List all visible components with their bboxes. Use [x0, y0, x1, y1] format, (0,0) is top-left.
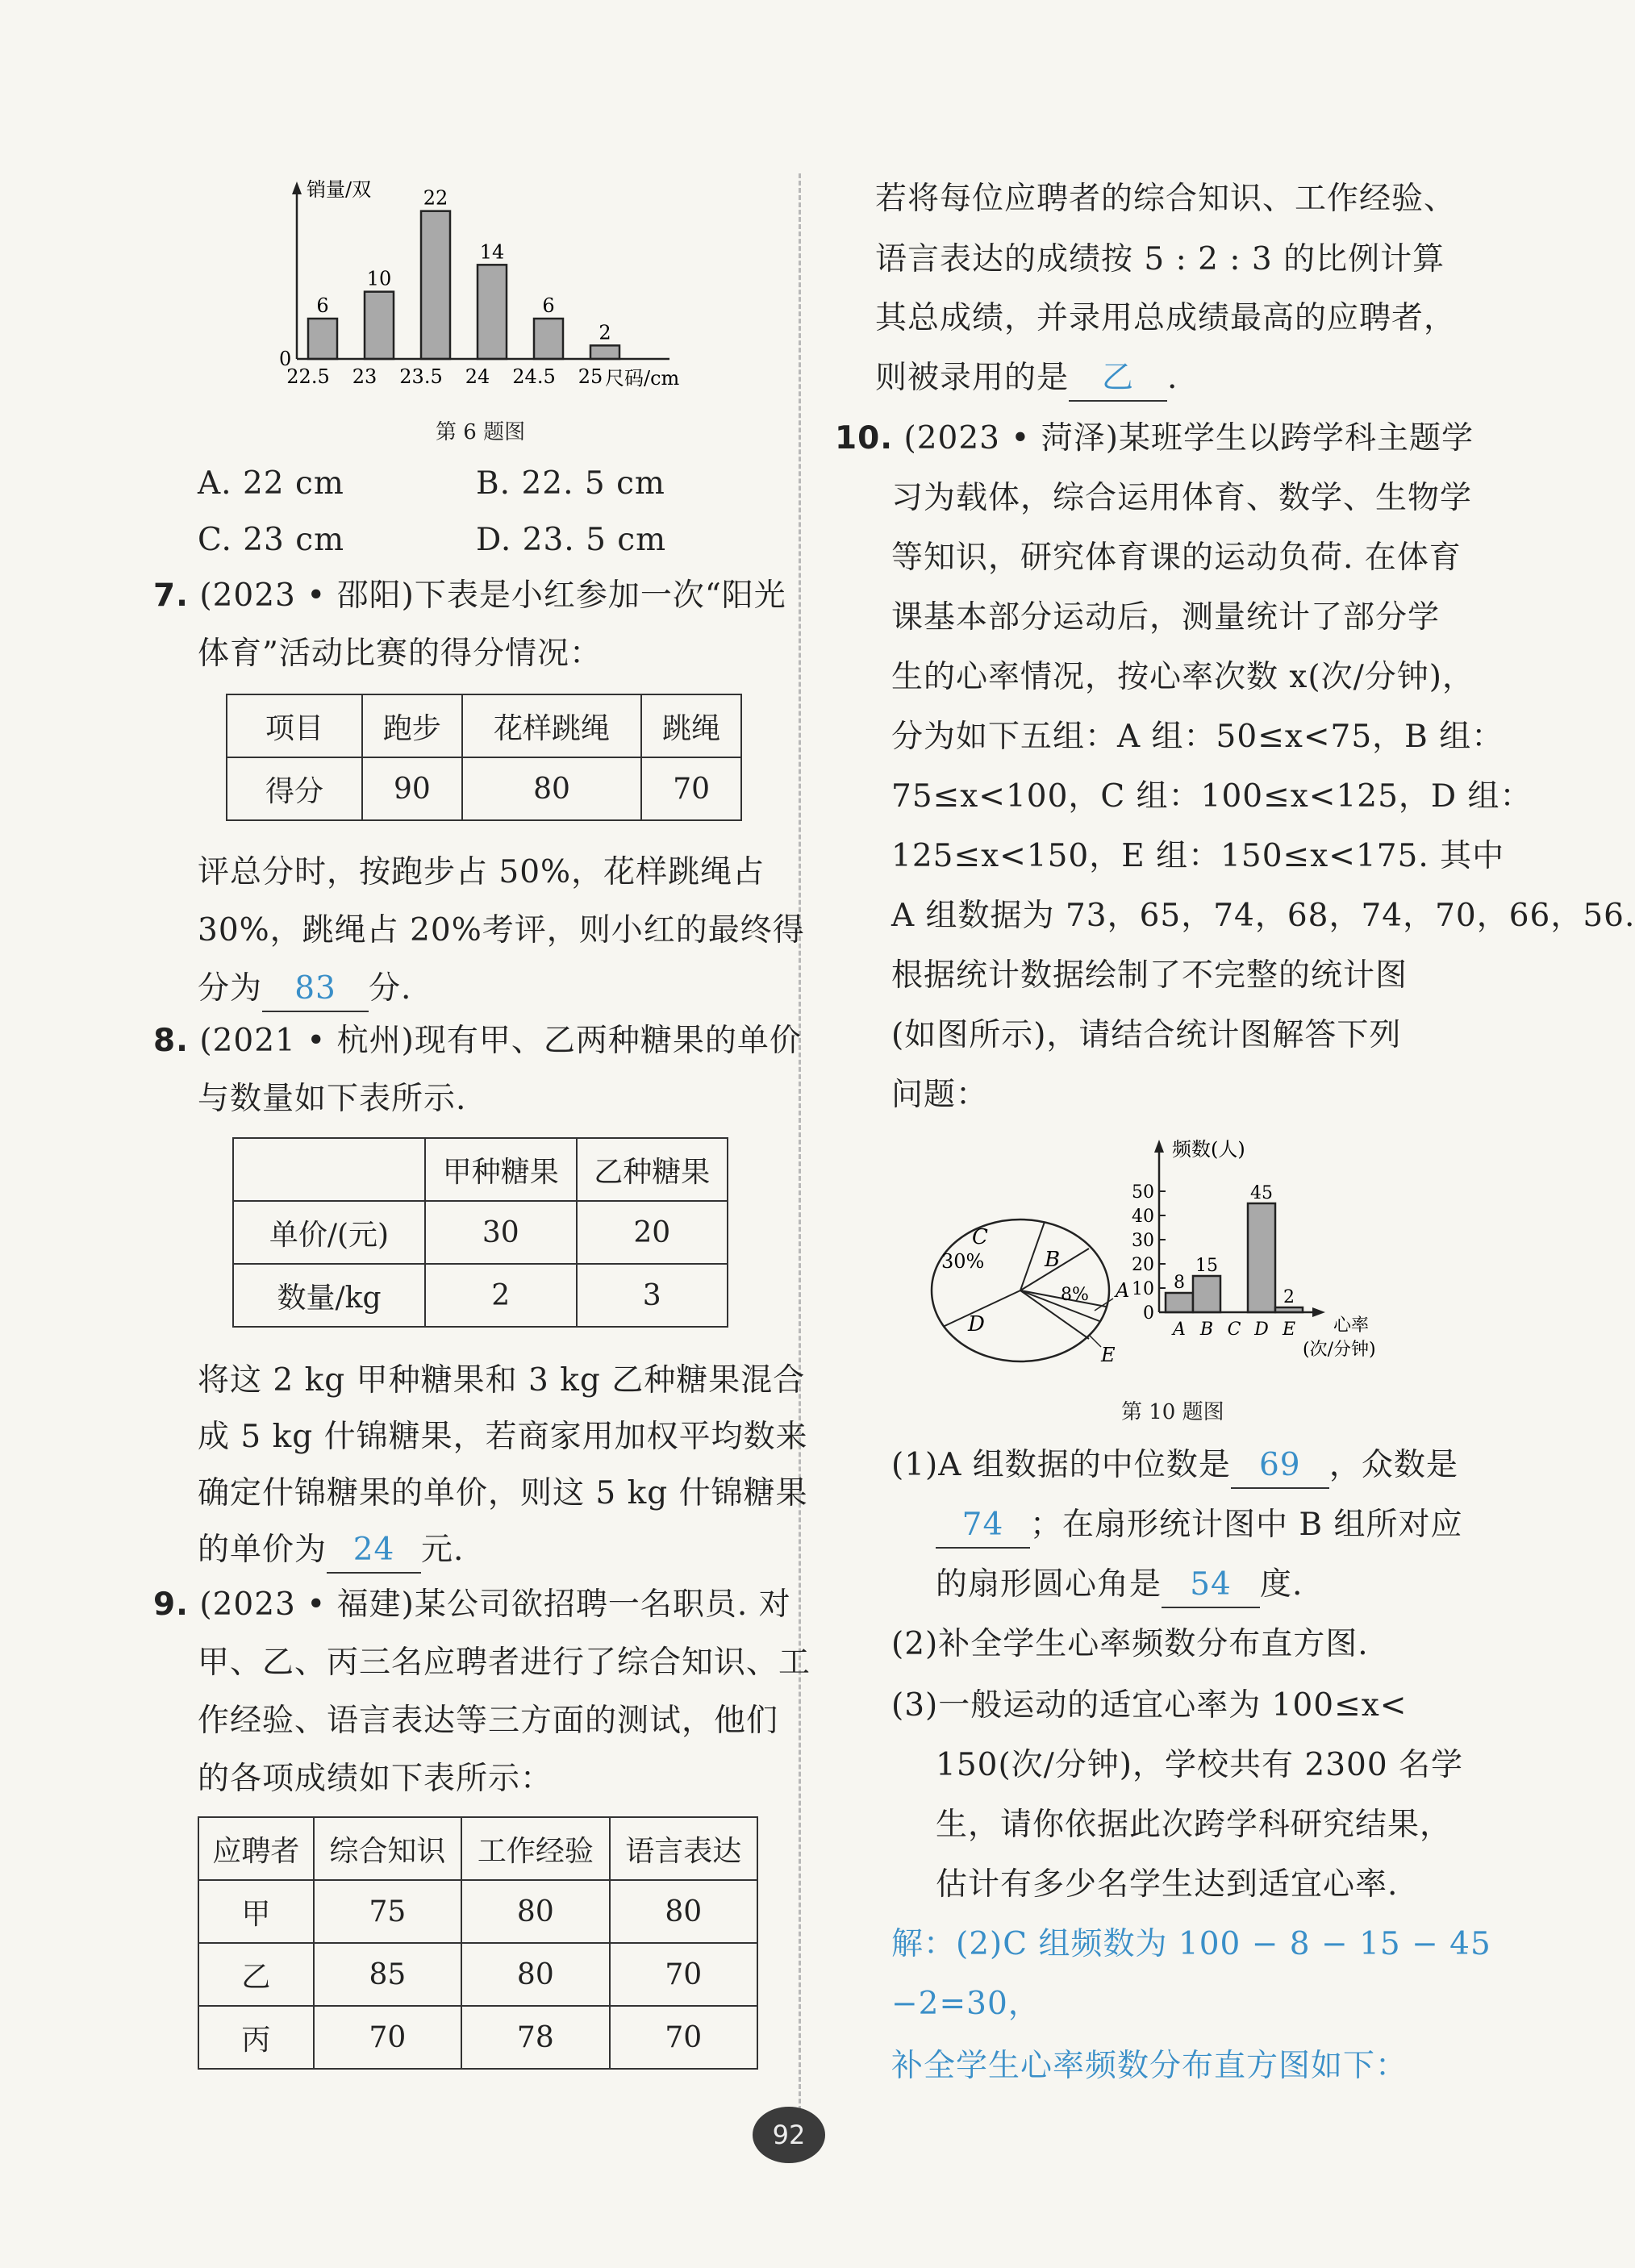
q9-number: 9.	[153, 1586, 189, 1623]
hist-xunit: (次/分钟)	[1303, 1340, 1376, 1360]
q10-part1-mid: ，众数是	[1328, 1447, 1458, 1483]
q8-after-4-pre: 的单价为	[198, 1532, 327, 1568]
solution-line1: 解：(2)C 组频数为 100 − 8 − 15 − 45	[891, 1926, 1491, 1962]
table-cell: 数量/kg	[233, 1264, 425, 1327]
q10-part3-line3: 生，请你依据此次跨学科研究结果，	[936, 1807, 1453, 1843]
q6-option-a[interactable]: A. 22 cm	[198, 465, 344, 502]
table-row	[198, 1880, 757, 1943]
pie-label-a: A	[1116, 1279, 1130, 1302]
q8-after-2: 成 5 kg 什锦糖果，若商家用加权平均数来	[198, 1419, 808, 1455]
table-row	[198, 1943, 757, 2006]
q10-line8: 125≤x<150，E 组：150≤x<175. 其中	[891, 838, 1505, 874]
q8-after-1: 将这 2 kg 甲种糖果和 3 kg 乙种糖果混合	[198, 1362, 806, 1399]
table-cell	[233, 1138, 425, 1201]
table-cell: 30	[425, 1201, 577, 1264]
table-cell: 甲	[198, 1880, 314, 1943]
fig6-bar	[478, 265, 507, 359]
pie-line	[1020, 1222, 1045, 1290]
q10-line11: (如图所示)，请结合统计图解答下列	[891, 1017, 1402, 1053]
hist-x-arrow	[1312, 1307, 1325, 1317]
q7-after-3-post: 分.	[369, 970, 412, 1007]
table-cell: 80	[610, 1880, 757, 1943]
q10-line5: 生的心率情况，按心率次数 x(次/分钟)，	[891, 659, 1474, 695]
table-cell: 项目	[227, 694, 362, 757]
q10-part1-line2	[936, 1503, 1462, 1549]
table-cell: 70	[610, 1943, 757, 2006]
fig6-bar	[308, 319, 337, 359]
table-cell: 80	[461, 1943, 609, 2006]
table-cell: 80	[462, 757, 642, 820]
q7-after-1: 评总分时，按跑步占 50%，花样跳绳占	[198, 854, 765, 890]
pie-label-c: C	[972, 1225, 988, 1249]
hist-x-tick-label: E	[1282, 1320, 1296, 1340]
table-row	[198, 1817, 757, 1880]
q10-mode-blank[interactable]: 74	[936, 1503, 1030, 1549]
table-cell: 语言表达	[610, 1817, 757, 1880]
page-number: 92	[753, 2107, 825, 2163]
hist-y-tick-label: 10	[1132, 1279, 1154, 1299]
q10-median-blank[interactable]: 69	[1231, 1444, 1329, 1489]
figure-6-bar-chart	[250, 173, 750, 407]
table-cell: 3	[577, 1264, 728, 1327]
q7-number: 7.	[153, 577, 189, 614]
table-cell: 甲种糖果	[425, 1138, 577, 1201]
table-row	[227, 694, 741, 757]
q7-line1	[153, 574, 786, 618]
fig6-data-label: 2	[599, 321, 611, 344]
fig6-data-label: 22	[423, 186, 448, 210]
hist-y-tick-label: 20	[1132, 1255, 1154, 1275]
q10-line10: 根据统计数据绘制了不完整的统计图	[891, 957, 1408, 994]
q6-option-c[interactable]: C. 23 cm	[198, 522, 345, 558]
pie-leader-line	[1089, 1335, 1101, 1347]
q9-line4: 的各项成绩如下表所示：	[198, 1761, 553, 1797]
q8-after-4	[198, 1528, 464, 1574]
q8-candy-table	[232, 1137, 728, 1328]
pie-label-e: E	[1101, 1344, 1116, 1366]
table-cell: 应聘者	[198, 1817, 314, 1880]
fig6-bar	[421, 211, 450, 359]
solution-line3: 补全学生心率频数分布直方图如下：	[891, 2048, 1408, 2084]
table-cell: 70	[314, 2006, 461, 2069]
hist-ylabel: 频数(人)	[1172, 1138, 1245, 1161]
table-row	[233, 1201, 728, 1264]
hist-y-tick-label: 30	[1132, 1231, 1154, 1251]
right-column	[799, 0, 1635, 2268]
q10-line12: 问题：	[891, 1077, 989, 1113]
fig6-data-label: 14	[479, 240, 505, 264]
q8-line2: 与数量如下表所示.	[198, 1081, 467, 1117]
q7-after-3-pre: 分为	[198, 970, 263, 1007]
q10-line3: 等知识，研究体育课的运动负荷. 在体育	[891, 540, 1462, 576]
q10-number: 10.	[835, 420, 894, 457]
fig6-tick-label: 23	[352, 365, 377, 388]
hist-bar	[1193, 1276, 1220, 1312]
pie-label-c-pct: 30%	[941, 1250, 985, 1273]
fig6-data-label: 6	[316, 294, 329, 317]
q10-line6: 分为如下五组：A 组：50≤x<75，B 组：	[891, 719, 1504, 755]
fig6-origin: 0	[279, 348, 292, 370]
table-cell: 跑步	[362, 694, 462, 757]
q9-text-1: (2023 • 福建)某公司欲招聘一名职员. 对	[199, 1586, 791, 1623]
q10-part1-line3	[936, 1563, 1303, 1608]
fig6-bar	[534, 319, 563, 359]
q7-score-table	[226, 694, 742, 821]
q9-answer-blank[interactable]: 乙	[1069, 356, 1167, 402]
q10-part2: (2)补全学生心率频数分布直方图.	[891, 1626, 1369, 1662]
q8-after-3: 确定什锦糖果的单价，则这 5 kg 什锦糖果	[198, 1475, 808, 1511]
q9-cont-4-post: .	[1167, 360, 1178, 396]
table-cell: 70	[610, 2006, 757, 2069]
hist-x-tick-label: B	[1199, 1320, 1214, 1340]
table-cell: 80	[461, 1880, 609, 1943]
q7-after-3	[198, 967, 411, 1012]
table-row	[227, 757, 741, 820]
fig6-tick-label: 24	[465, 365, 490, 388]
q7-after-2: 30%，跳绳占 20%考评，则小红的最终得	[198, 912, 805, 948]
fig6-y-arrow	[292, 181, 302, 194]
table-cell: 乙种糖果	[577, 1138, 728, 1201]
table-cell: 单价/(元)	[233, 1201, 425, 1264]
pie-label-a-pct: 8%	[1061, 1285, 1089, 1305]
hist-y-tick-label: 0	[1143, 1303, 1154, 1324]
table-row	[233, 1264, 728, 1327]
q9-line1	[153, 1583, 791, 1627]
table-cell: 90	[362, 757, 462, 820]
q8-text-1: (2021 • 杭州)现有甲、乙两种糖果的单价	[199, 1023, 802, 1059]
q7-answer-blank[interactable]: 83	[262, 967, 369, 1012]
hist-data-label: 15	[1195, 1256, 1218, 1276]
fig6-bar	[365, 292, 394, 359]
q7-text-1: (2023 • 邵阳)下表是小红参加一次“阳光	[199, 577, 786, 614]
table-cell: 得分	[227, 757, 362, 820]
fig6-tick-label: 24.5	[512, 365, 556, 388]
hist-xlabel: 心率	[1333, 1315, 1370, 1336]
table-row	[233, 1138, 728, 1201]
table-cell: 乙	[198, 1943, 314, 2006]
table-cell: 20	[577, 1201, 728, 1264]
q10-part3-line2: 150(次/分钟)，学校共有 2300 名学	[936, 1747, 1464, 1783]
table-row	[198, 2006, 757, 2069]
table-cell: 跳绳	[641, 694, 741, 757]
pie-label-d: D	[968, 1312, 985, 1336]
hist-x-tick-label: A	[1173, 1320, 1186, 1340]
hist-data-label: 2	[1283, 1287, 1295, 1307]
q9-scores-table	[198, 1816, 758, 2070]
q10-line9: A 组数据为 73，65，74，68，74，70，66，56.	[891, 898, 1635, 934]
q10-part3-line4: 估计有多少名学生达到适宜心率.	[936, 1866, 1399, 1903]
left-column	[0, 0, 811, 2268]
table-cell: 综合知识	[314, 1817, 461, 1880]
hist-y-tick-label: 40	[1132, 1207, 1154, 1227]
solution-line2: −2=30，	[891, 1986, 1041, 2022]
q9-line3: 作经验、语言表达等三方面的测试，他们	[198, 1703, 779, 1739]
q10-part1-line1	[891, 1444, 1458, 1489]
hist-bar	[1166, 1293, 1193, 1312]
q9-cont-2: 语言表达的成绩按 5 : 2 : 3 的比例计算	[875, 241, 1445, 277]
pie-label-b: B	[1045, 1248, 1061, 1272]
q8-after-4-post: 元.	[421, 1532, 465, 1568]
q10-part1-pre: (1)A 组数据的中位数是	[891, 1447, 1231, 1483]
hist-data-label: 8	[1174, 1273, 1185, 1293]
fig6-ylabel: 销量/双	[307, 178, 372, 201]
q6-option-b[interactable]: B. 22. 5 cm	[476, 465, 665, 502]
q6-option-d[interactable]: D. 23. 5 cm	[476, 522, 667, 558]
fig6-data-label: 6	[542, 294, 555, 317]
fig6-tick-label: 22.5	[286, 365, 330, 388]
fig6-xlabel: 尺码/cm	[605, 367, 680, 390]
figure-6-caption: 第 6 题图	[436, 420, 526, 444]
q10-text-1: (2023 • 菏泽)某班学生以跨学科主题学	[903, 420, 1474, 457]
hist-y-arrow	[1154, 1140, 1164, 1153]
fig6-tick-label: 23.5	[399, 365, 443, 388]
q10-part1-line3-pre: 的扇形圆心角是	[936, 1566, 1162, 1603]
fig6-data-label: 10	[366, 267, 392, 290]
q10-part1-line2-text: ；在扇形统计图中 B 组所对应	[1030, 1507, 1463, 1543]
q8-line1	[153, 1019, 802, 1063]
table-cell: 70	[641, 757, 741, 820]
fig6-tick-label: 25	[578, 365, 603, 388]
figure-10-caption: 第 10 题图	[1121, 1400, 1224, 1424]
fig6-bar	[590, 345, 619, 359]
hist-bar	[1248, 1203, 1275, 1312]
hist-x-tick-label: C	[1227, 1320, 1241, 1340]
table-cell: 85	[314, 1943, 461, 2006]
q10-line7: 75≤x<100，C 组：100≤x<125，D 组：	[891, 778, 1533, 815]
q8-answer-blank[interactable]: 24	[327, 1528, 421, 1574]
q7-line2: 体育”活动比赛的得分情况：	[198, 636, 602, 672]
q9-cont-4	[875, 356, 1178, 402]
q9-cont-3: 其总成绩，并录用总成绩最高的应聘者，	[875, 300, 1457, 336]
table-cell: 78	[461, 2006, 609, 2069]
hist-data-label: 45	[1250, 1183, 1273, 1203]
figure-10-histogram	[1109, 1133, 1440, 1367]
table-cell: 丙	[198, 2006, 314, 2069]
hist-x-tick-label: D	[1254, 1320, 1269, 1340]
q10-line4: 课基本部分运动后，测量统计了部分学	[891, 599, 1441, 636]
q10-line1	[835, 417, 1474, 461]
q9-line2: 甲、乙、丙三名应聘者进行了综合知识、工	[198, 1645, 811, 1681]
figure-10-pie-chart	[924, 1210, 1133, 1371]
q8-number: 8.	[153, 1023, 189, 1059]
table-cell: 工作经验	[461, 1817, 609, 1880]
q10-angle-blank[interactable]: 54	[1162, 1563, 1260, 1608]
hist-y-tick-label: 50	[1132, 1182, 1154, 1203]
table-cell: 花样跳绳	[462, 694, 642, 757]
table-cell: 75	[314, 1880, 461, 1943]
q10-line2: 习为载体，综合运用体育、数学、生物学	[891, 480, 1473, 516]
q9-cont-4-pre: 则被录用的是	[875, 360, 1070, 396]
q10-part3-line1: (3)一般运动的适宜心率为 100≤x<	[891, 1687, 1408, 1724]
q9-cont-1: 若将每位应聘者的综合知识、工作经验、	[875, 181, 1457, 217]
q10-part1-line3-post: 度.	[1260, 1566, 1303, 1603]
table-cell: 2	[425, 1264, 577, 1327]
